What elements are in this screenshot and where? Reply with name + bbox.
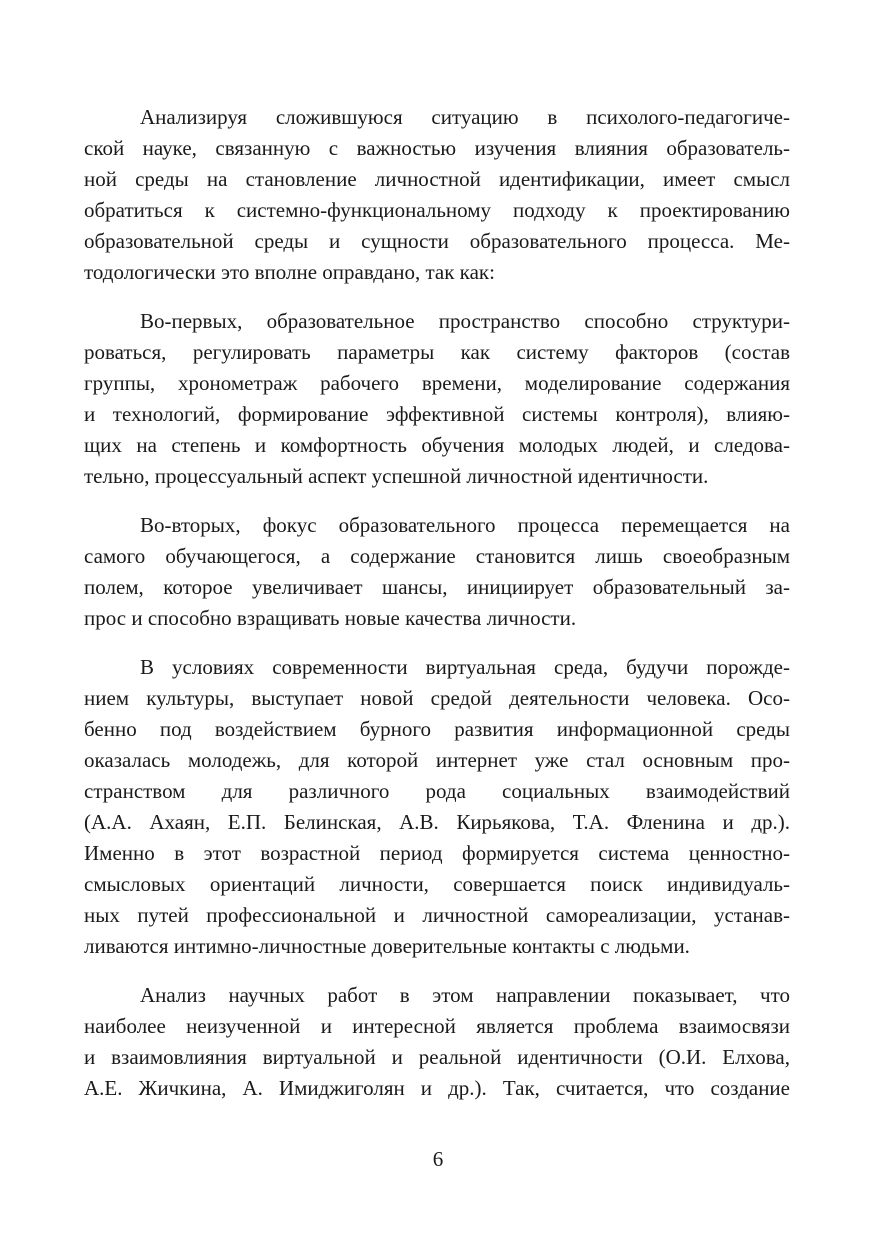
text-line: бенно под воздействием бурного развития информационной среды — [84, 717, 790, 741]
text-line: тодологически это вполне оправдано, так как: — [84, 260, 495, 284]
text-line: странством для различного рода социальных взаимодействий — [84, 779, 790, 803]
text-line: Во-первых, образовательное пространство способно структури- — [140, 309, 790, 333]
paragraph — [84, 306, 790, 492]
text-line: и взаимовлияния виртуальной и реальной идентичности (О.И. Елхова, — [84, 1045, 790, 1069]
text-line: щих на степень и комфортность обучения молодых людей, и следова- — [84, 433, 790, 457]
text-line: тельно, процессуальный аспект успешной личностной идентичности. — [84, 464, 709, 488]
text-line: ных путей профессиональной и личностной самореализации, устанав- — [84, 903, 790, 927]
text-line: роваться, регулировать параметры как систему факторов (состав — [84, 340, 790, 364]
text-line: полем, которое увеличивает шансы, инициирует образовательный за- — [84, 575, 790, 599]
text-line: ной среды на становление личностной идентификации, имеет смысл — [84, 167, 790, 191]
page-number: 6 — [432, 1147, 444, 1171]
paragraph — [84, 102, 790, 288]
text-line: (А.А. Ахаян, Е.П. Белинская, А.В. Кирьякова, Т.А. Фленина и др.). — [84, 810, 790, 834]
text-line: обратиться к системно-функциональному подходу к проектированию — [84, 198, 790, 222]
text-line: самого обучающегося, а содержание становится лишь своеобразным — [84, 544, 790, 568]
text-line: наиболее неизученной и интересной является проблема взаимосвязи — [84, 1014, 790, 1038]
paragraph — [84, 980, 790, 1104]
text-line: смысловых ориентаций личности, совершается поиск индивидуаль- — [84, 872, 790, 896]
text-line: А.Е. Жичкина, А. Имиджиголян и др.). Так, считается, что создание — [84, 1076, 790, 1100]
text-line: и технологий, формирование эффективной системы контроля), влияю- — [84, 402, 790, 426]
text-line: ливаются интимно-личностные доверительные контакты с людьми. — [84, 934, 690, 958]
text-line: Анализируя сложившуюся ситуацию в психолого-педагогиче- — [140, 105, 790, 129]
text-line: группы, хронометраж рабочего времени, моделирование содержания — [84, 371, 790, 395]
paragraph — [84, 510, 790, 634]
text-line: оказалась молодежь, для которой интернет уже стал основным про- — [84, 748, 790, 772]
body-text — [84, 102, 790, 1122]
text-line: ской науке, связанную с важностью изучения влияния образователь- — [84, 136, 790, 160]
text-line: образовательной среды и сущности образовательного процесса. Ме- — [84, 229, 790, 253]
text-line: Анализ научных работ в этом направлении показывает, что — [140, 983, 790, 1007]
text-line: В условиях современности виртуальная среда, будучи порожде- — [140, 655, 790, 679]
paragraph — [84, 652, 790, 962]
text-line: прос и способно взращивать новые качества личности. — [84, 606, 577, 630]
text-line: Во-вторых, фокус образовательного процесса перемещается на — [140, 513, 790, 537]
text-line: нием культуры, выступает новой средой деятельности человека. Осо- — [84, 686, 790, 710]
text-line: Именно в этот возрастной период формируется система ценностно- — [84, 841, 790, 865]
